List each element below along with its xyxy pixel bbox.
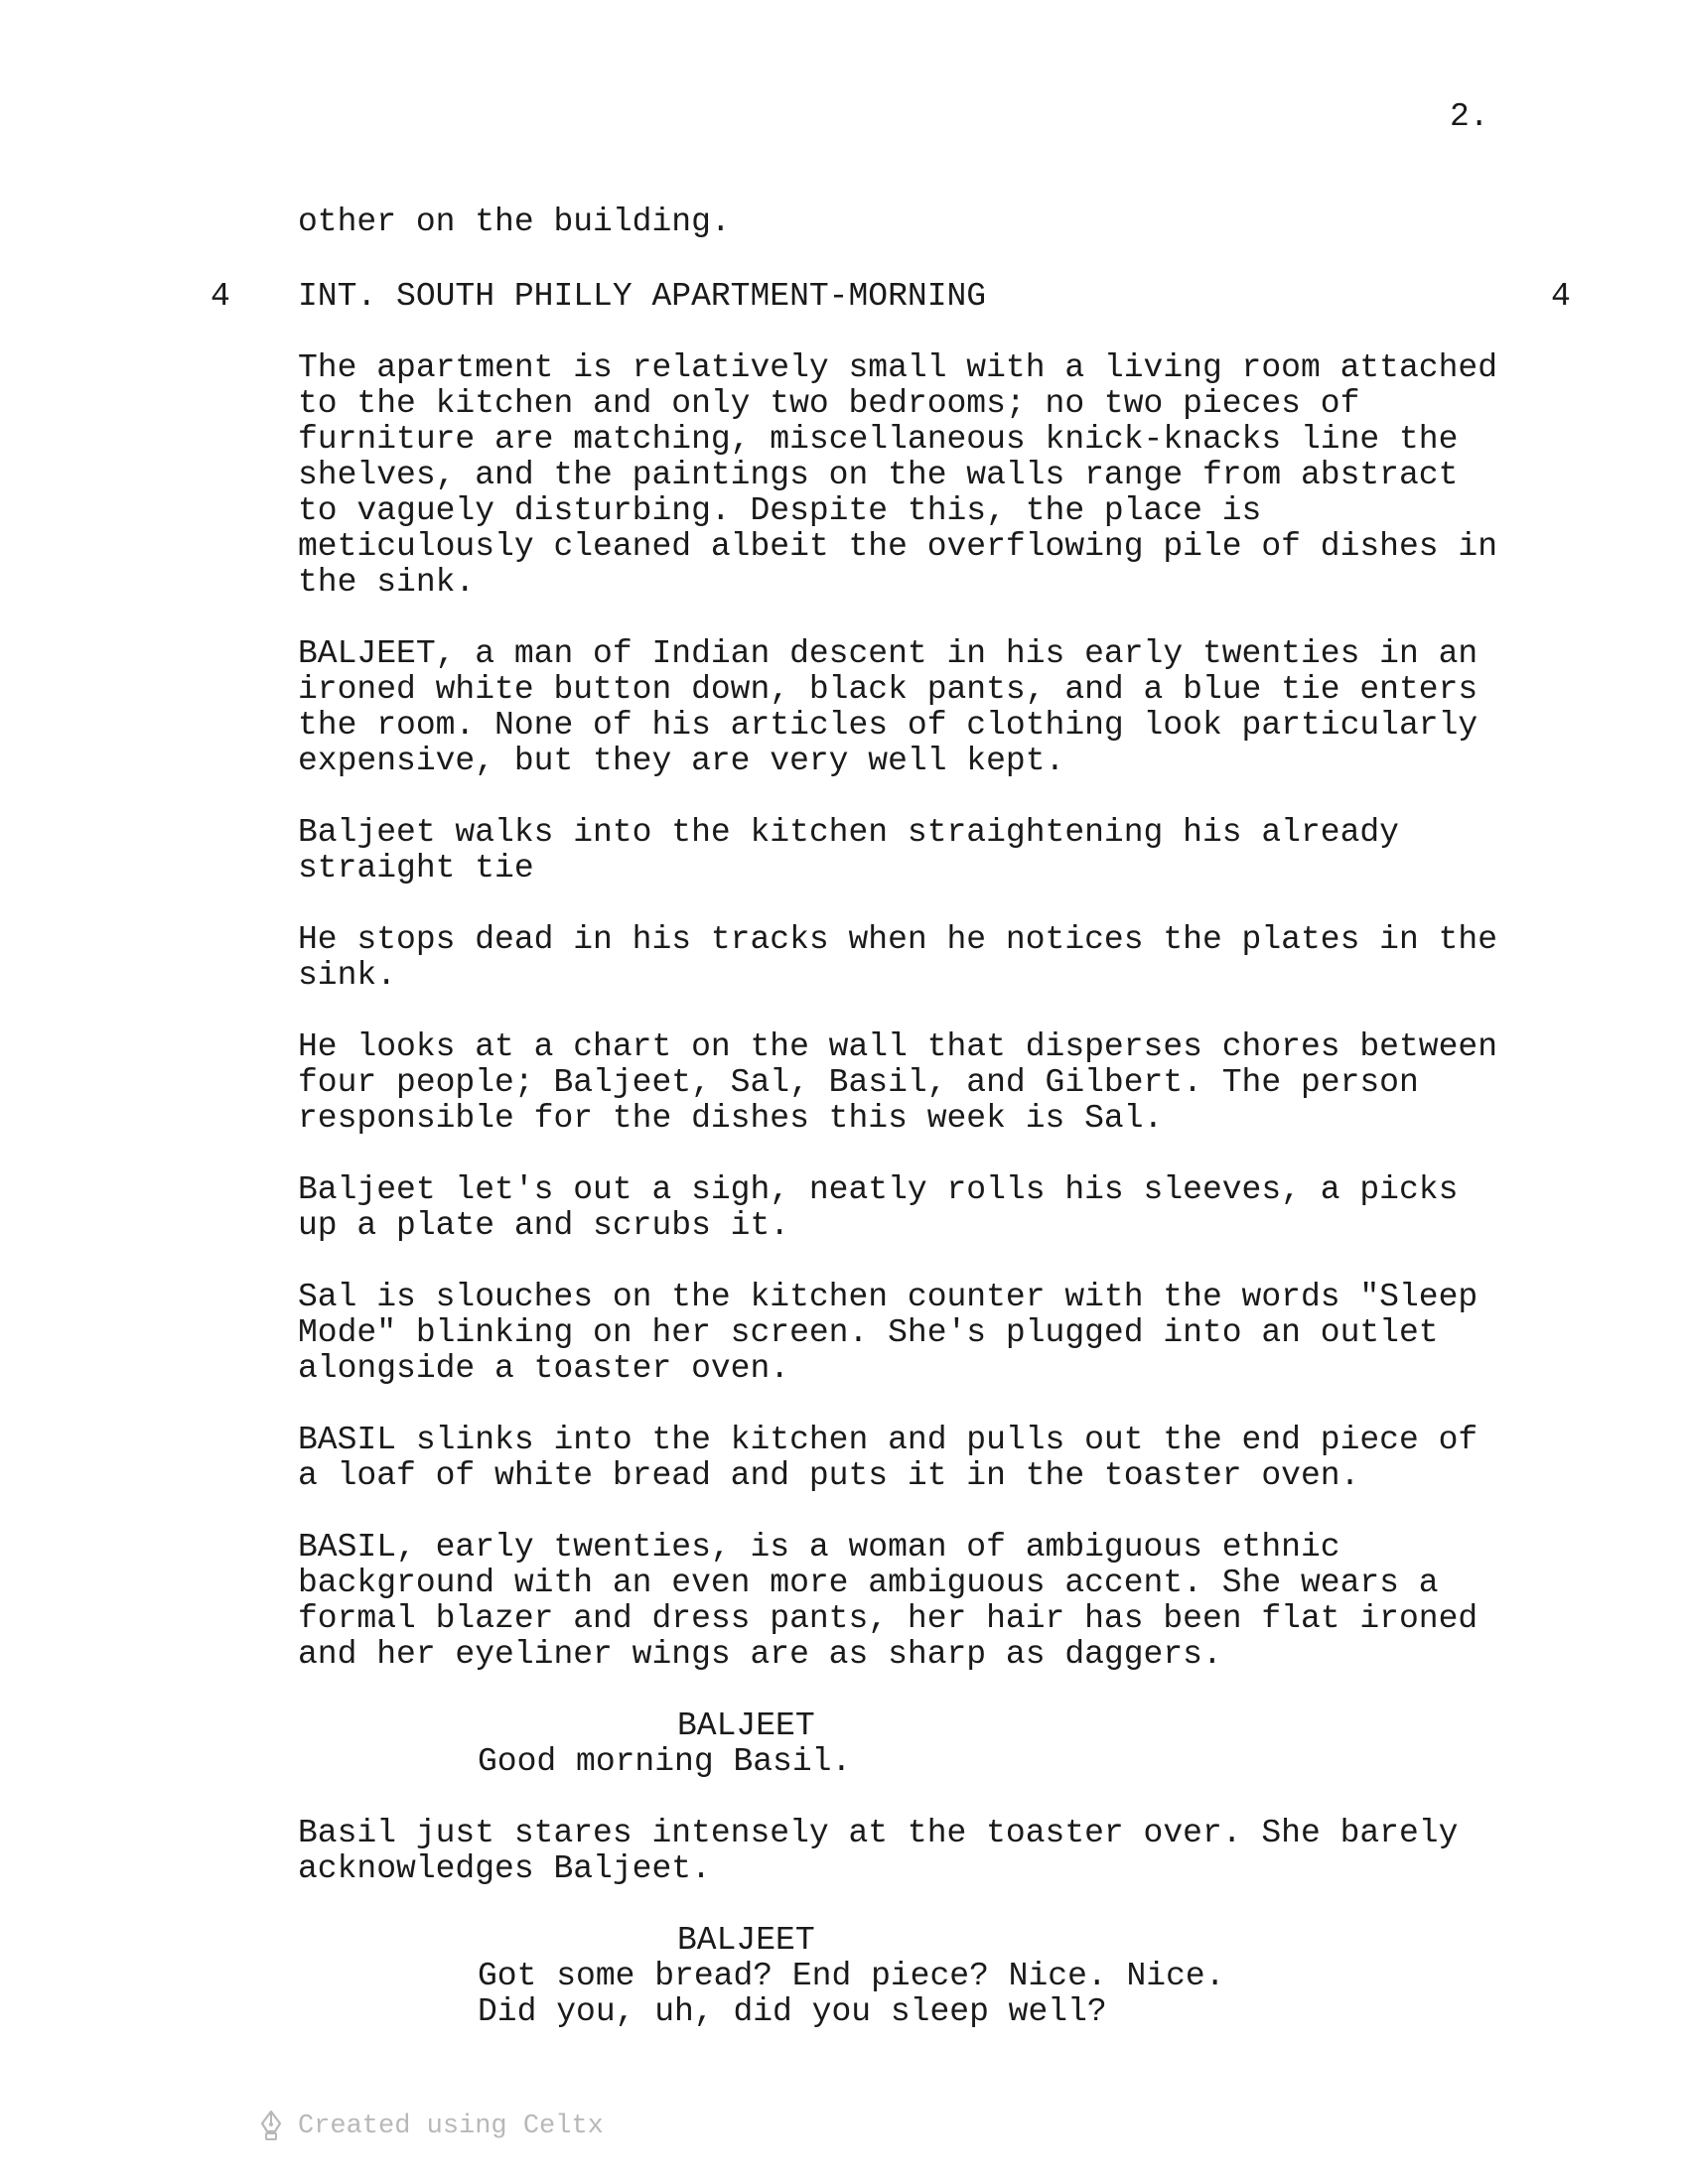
dialogue-line: Got some bread? End piece? Nice. Nice. Did you, uh, did you sleep well? [478, 1958, 1225, 2030]
page-number: 2. [1450, 98, 1489, 135]
character-name: BALJEET [677, 1922, 815, 1959]
action-block: BASIL slinks into the kitchen and pulls out the end piece of a loaf of white bread and puts it in the toaster oven. [298, 1422, 1478, 1494]
action-block: Baljeet walks into the kitchen straightening his already straight tie [298, 814, 1399, 887]
scene-number-right: 4 [1551, 278, 1571, 315]
character-name: BALJEET [677, 1707, 815, 1744]
action-block: Baljeet let's out a sigh, neatly rolls his sleeves, a picks up a plate and scrubs it. [298, 1171, 1459, 1244]
action-block: He looks at a chart on the wall that disperses chores between four people; Baljeet, Sal, Basil, and Gilbert. The person responsible for the dishes this week is Sal. [298, 1028, 1497, 1137]
action-block: Basil just stares intensely at the toaster over. She barely acknowledges Baljeet. [298, 1815, 1459, 1887]
celtx-footer [258, 2107, 604, 2146]
dialogue-line: Good morning Basil. [478, 1743, 852, 1780]
action-block: BASIL, early twenties, is a woman of ambiguous ethnic background with an even more ambiguous accent. She wears a formal blazer and dress pants, her hair has been flat ironed and her eyeliner wings are as sharp as daggers. [298, 1529, 1478, 1673]
celtx-pen-icon [258, 2110, 284, 2143]
continuation-line: other on the building. [298, 204, 731, 240]
footer-text: Created using Celtx [298, 2112, 604, 2141]
action-block: BALJEET, a man of Indian descent in his early twenties in an ironed white button down, black pants, and a blue tie enters the room. None of his articles of clothing look particularly expensive, but they are very well kept. [298, 635, 1478, 779]
action-block: The apartment is relatively small with a living room attached to the kitchen and only two bedrooms; no two pieces of furniture are matching, miscellaneous knick-knacks line the shelves, and the paintings on the walls range from abstract to vaguely disturbing. Despite this, the place is meticulously cleaned albeit the overflowing pile of dishes in the sink. [298, 349, 1497, 601]
scene-heading: INT. SOUTH PHILLY APARTMENT-MORNING [298, 278, 987, 315]
action-block: He stops dead in his tracks when he notices the plates in the sink. [298, 921, 1497, 994]
scene-number-left: 4 [211, 278, 230, 315]
action-block: Sal is slouches on the kitchen counter with the words "Sleep Mode" blinking on her screen. She's plugged into an outlet alongside a toaster oven. [298, 1279, 1478, 1387]
